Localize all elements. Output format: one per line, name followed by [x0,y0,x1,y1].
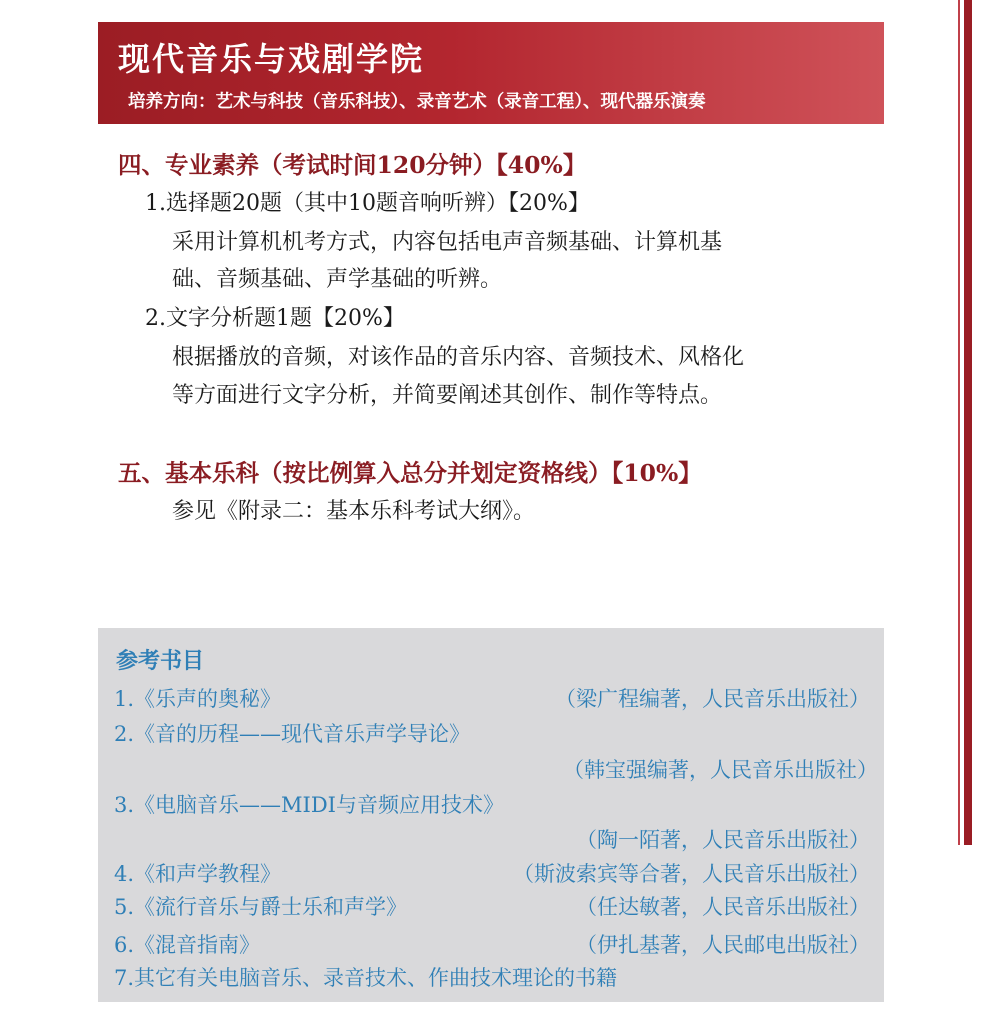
section-4-item-2-heading: 2.文字分析题1题【20%】 [145,306,405,331]
reference-4-source: （斯波索宾等合著，人民音乐出版社） [513,862,870,886]
reference-2-source: （韩宝强编著，人民音乐出版社） [563,758,878,782]
section-4-heading: 四、专业素养（考试时间120分钟）【40%】 [118,151,587,179]
reference-4-title: 4.《和声学教程》 [114,862,282,886]
section-4-item-1-line-2: 础、音频基础、声学基础的听辨。 [172,267,503,292]
references-title: 参考书目 [116,648,205,674]
reference-2-title: 2.《音的历程——现代音乐声学导论》 [114,722,471,746]
reference-6-title: 6.《混音指南》 [114,933,261,957]
section-4-item-1-heading: 1.选择题20题（其中10题音响听辨）【20%】 [145,191,590,216]
reference-7-title: 7.其它有关电脑音乐、录音技术、作曲技术理论的书籍 [114,966,618,990]
section-4-item-2-line-1: 根据播放的音频，对该作品的音乐内容、音频技术、风格化 [172,345,745,370]
reference-1-source: （梁广程编著，人民音乐出版社） [555,687,870,711]
reference-5-title: 5.《流行音乐与爵士乐和声学》 [114,895,408,919]
reference-3-source: （陶一陌著，人民音乐出版社） [576,828,870,852]
page-title: 现代音乐与戏剧学院 [118,40,425,78]
page-edge-accent-thin [958,0,960,845]
page-edge-accent [964,0,972,845]
section-4-item-2-line-2: 等方面进行文字分析，并简要阐述其创作、制作等特点。 [172,383,723,408]
reference-6-source: （伊扎基著，人民邮电出版社） [576,933,870,957]
section-5-line: 参见《附录二：基本乐科考试大纲》。 [172,499,536,524]
section-5-heading: 五、基本乐科（按比例算入总分并划定资格线）【10%】 [118,459,702,487]
reference-5-source: （任达敏著，人民音乐出版社） [576,895,870,919]
reference-1-title: 1.《乐声的奥秘》 [114,687,282,711]
section-4-item-1-line-1: 采用计算机机考方式，内容包括电声音频基础、计算机基 [172,230,723,255]
header-banner [98,22,884,124]
reference-3-title: 3.《电脑音乐——MIDI与音频应用技术》 [114,793,504,817]
page-subtitle: 培养方向：艺术与科技（音乐科技）、录音艺术（录音工程）、现代器乐演奏 [128,92,706,112]
